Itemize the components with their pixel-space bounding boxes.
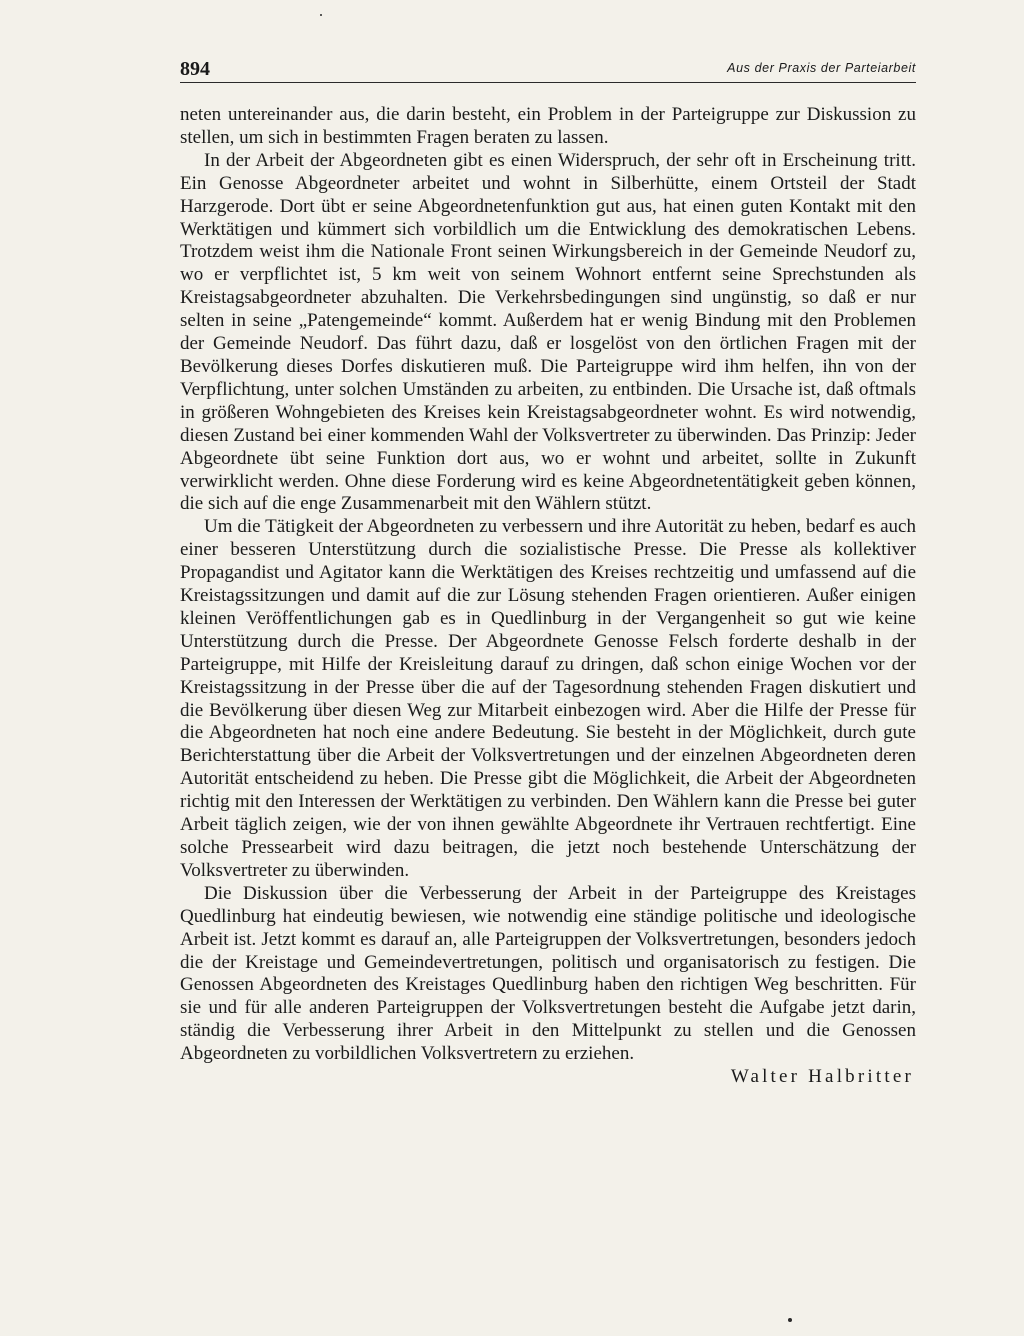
author-signature: Walter Halbritter	[730, 1066, 914, 1088]
print-speck	[320, 14, 322, 16]
page-number: 894	[180, 58, 210, 80]
paragraph-conclusion: Die Diskussion über die Verbesserung der Arbeit in der Parteigruppe des Kreistages Quedlinburg hat eindeutig bewiesen, wie notwendig eine ständige politische und ideologische Arbeit ist. Jetzt kommt es darauf an, alle Parteigruppen der Volksvertretungen, besonders jedoch die der Kreistage und Gemeindevertretungen, politisch und organisatorisch zu festigen. Die Genossen Abgeordneten des Kreistages Quedlinburg haben den richtigen Weg beschritten. Für sie und für alle anderen Parteigruppen der Volksvertretungen besteht die Aufgabe jetzt darin, ständig die Verbesserung ihrer Arbeit in den Mittelpunkt zu stellen und die Genossen Abgeordneten zu vorbildlichen Volksvertretern zu erziehen.	[180, 882, 916, 1065]
paragraph-contradiction: In der Arbeit der Abgeordneten gibt es einen Widerspruch, der sehr oft in Erscheinung tritt. Ein Genosse Abgeordneter arbeitet und wohnt in Silberhütte, einem Ortsteil der Stadt Harzgerode. Dort übt er seine Abgeordnetenfunktion gut aus, hat einen guten Kontakt mit den Werktätigen und kümmert sich vorbildlich um die Entwicklung des demokratischen Lebens. Trotzdem weist ihm die Nationale Front seinen Wirkungsbereich in der Gemeinde Neudorf zu, wo er verpflichtet ist, 5 km weit von seinem Wohnort entfernt seine Sprechstunden als Kreistagsabgeordneter abzuhalten. Die Verkehrsbedingungen sind ungünstig, so daß er nur selten in seine „Patengemeinde“ kommt. Außerdem hat er wenig Bindung mit den Problemen der Gemeinde Neudorf. Das führt dazu, daß er losgelöst von den örtlichen Fragen mit der Bevölkerung dieses Dorfes diskutieren muß. Die Parteigruppe wird ihm helfen, ihn von der Verpflichtung, unter solchen Umständen zu arbeiten, zu entbinden. Die Ursache ist, daß oftmals in größeren Wohngebieten des Kreises kein Kreistagsabgeordneter wohnt. Es wird notwendig, diesen Zustand bei einer kommenden Wahl der Volksvertreter zu überwinden. Das Prinzip: Jeder Abgeordnete übt seine Funktion dort aus, wo er wohnt und arbeitet, sollte in Zukunft verwirklicht werden. Ohne diese Forderung wird es keine Abgeordnetentätigkeit geben können, die sich auf die enge Zusammenarbeit mit den Wählern stützt.	[180, 149, 916, 515]
article-body	[180, 104, 916, 1089]
page-header	[180, 56, 916, 83]
paragraph-press: Um die Tätigkeit der Abgeordneten zu verbessern und ihre Autorität zu heben, bedarf es auch einer besseren Unterstützung durch die sozialistische Presse. Die Presse als kollektiver Propagandist und Agitator kann die Werktätigen des Kreises rechtzeitig und umfassend auf die Kreistagssitzungen und damit auf die zur Lösung stehenden Fragen orientieren. Außer einigen kleinen Veröffentlichungen gab es in Quedlinburg in der Vergangenheit so gut wie keine Unterstützung durch die Presse. Der Abgeordnete Genosse Felsch forderte deshalb in der Parteigruppe, mit Hilfe der Kreisleitung darauf zu dringen, daß schon einige Wochen vor der Kreistagssitzung in der Presse über die auf der Tagesordnung stehenden Fragen diskutiert und die Bevölkerung über diesen Weg zur Mitarbeit einbezogen wird. Aber die Hilfe der Presse für die Abgeordneten hat noch eine andere Bedeutung. Sie besteht in der Möglichkeit, durch gute Berichterstattung über die Arbeit der Volksvertretungen und der einzelnen Abgeordneten deren Autorität entscheidend zu heben. Die Presse gibt die Möglichkeit, die Arbeit der Abgeordneten richtig mit den Interessen der Werktätigen zu verbinden. Den Wählern kann die Presse bei guter Arbeit täglich zeigen, wie der von ihnen gewählte Abgeordnete ihr Vertrauen rechtfertigt. Eine solche Pressearbeit wird dazu beitragen, die jetzt noch bestehende Unterschätzung der Volksvertreter zu überwinden.	[180, 516, 916, 881]
running-head: Aus der Praxis der Parteiarbeit	[727, 61, 916, 75]
print-speck	[788, 1318, 792, 1322]
paragraph-continuation: neten untereinander aus, die darin besteht, ein Problem in der Parteigruppe zur Diskussion zu stellen, um sich in bestimmten Fragen beraten zu lassen.	[180, 104, 916, 148]
